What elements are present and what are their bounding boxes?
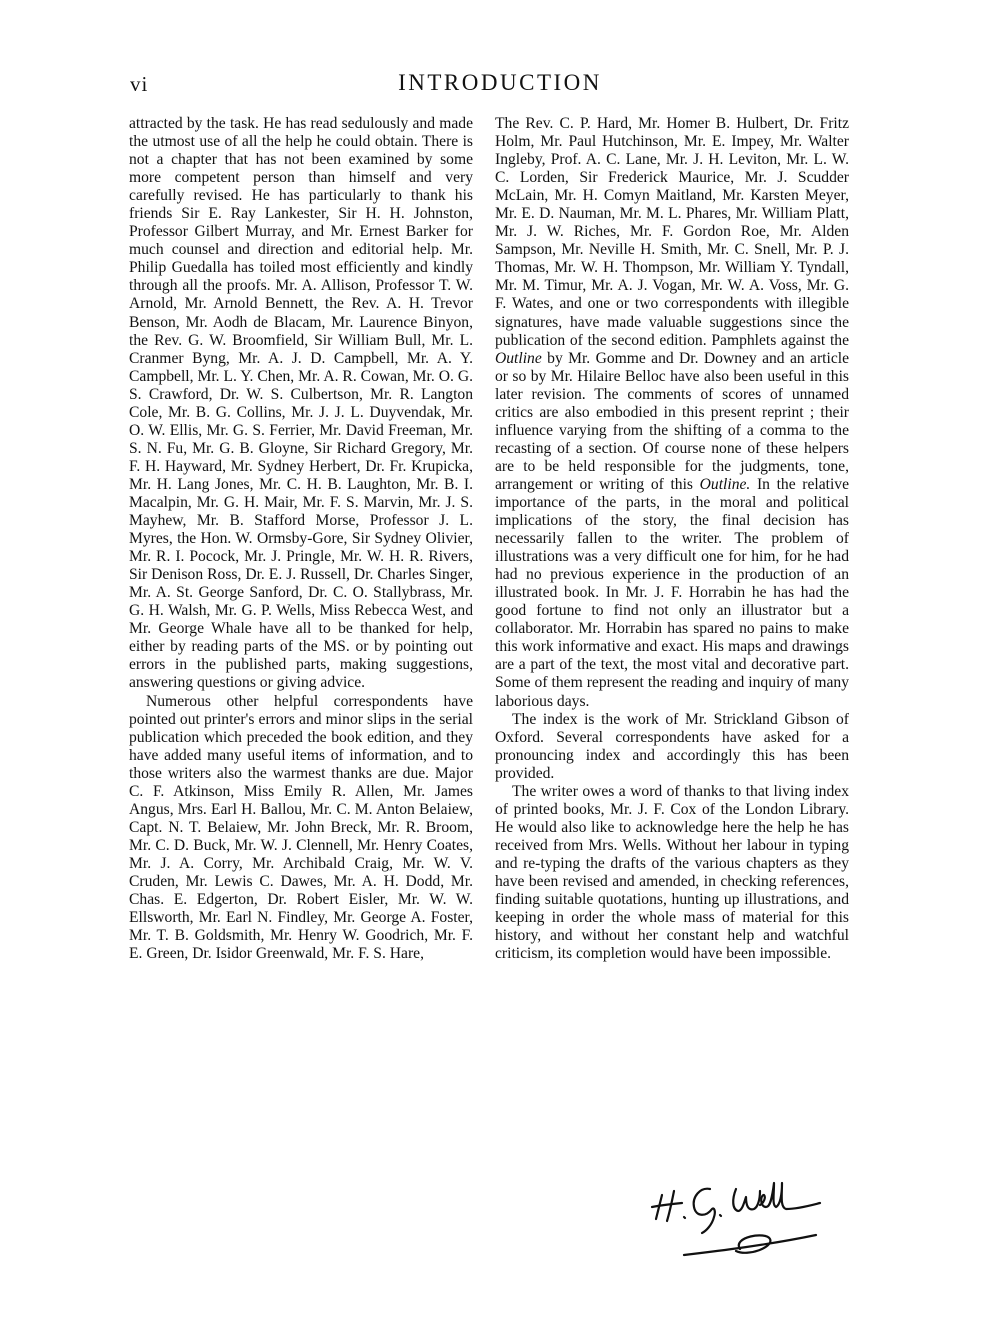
left-paragraph-1: attracted by the task. He has read sedulously and made the utmost use of all the help he could obtain. There is not a chapter that has not been examined by some more competent person than himself and very carefully revised. He has particularly to thank his friends Sir E. Ray Lankester, Sir H. H. Johnston, Professor Gilbert Murray, and Mr. Ernest Barker for much counsel and direction and editorial help. Mr. Philip Guedalla has toiled most efficiently and kindly through all the proofs. Mr. A. Allison, Professor T. W. Arnold, Mr. Arnold Bennett, the Rev. A. H. Trevor Benson, Mr. Aodh de Blacam, Mr. Laurence Binyon, the Rev. G. W. Broomfield, Sir William Bull, Mr. L. Cranmer Byng, Mr. A. J. D. Campbell, Mr. A. Y. Campbell, Mr. L. Y. Chen, Mr. A. R. Cowan, Mr. O. G. S. Crawford, Dr. W. S. Culbertson, Mr. R. Langton Cole, Mr. B. G. Collins, Mr. J. J. L. Duyvendak, Mr. O. W. Ellis, Mr. G. S. Ferrier, Mr. David Freeman, Mr. S. N. Fu, Mr. G. B. Gloyne, Sir Richard Gregory, Mr. F. H. Hayward, Mr. Sydney Herbert, Dr. Fr. Krupicka, Mr. H. Lang Jones, Mr. C. H. B. Laughton, Mr. B. I. Macalpin, Mr. G. H. Mair, Mr. F. S. Marvin, Mr. J. S. Mayhew, Mr. B. Stafford Morse, Professor J. L. Myres, the Hon. W. Ormsby-Gore, Sir Sydney Olivier, Mr. R. I. Pocock, Mr. J. Pringle, Mr. W. H. R. Rivers, Sir Denison Ross, Dr. E. J. Russell, Dr. Charles Singer, Mr. A. St. George Sanford, Dr. C. O. Stallybrass, Mr. G. H. Walsh, Mr. G. P. Wells, Miss Rebecca West, and Mr. George Whale have all to be thanked for help, either by reading parts of the MS. or by pointing out errors in the published parts, making suggestions, answering questions or giving advice.: [129, 115, 473, 692]
outline-title-1: Outline: [495, 349, 542, 367]
right-paragraph-2: The index is the work of Mr. Strickland Gibson of Oxford. Several correspondents have asked for a pronouncing index and accordingly this has been provided.: [495, 710, 849, 782]
running-title: INTRODUCTION: [398, 70, 602, 95]
left-column: [129, 115, 473, 963]
right-column: [495, 115, 849, 963]
right-paragraph-3: The writer owes a word of thanks to that living index of printed books, Mr. J. F. Cox of the London Library. He would also like to acknowledge here the help he has received from Mrs. Wells. Without her labour in typing and re-typing the drafts of the various chapters as they have been revised and amended, in checking references, finding suitable quotations, hunting up illustrations, and keeping in order the whole mass of material for this history, and without her constant help and watchful criticism, its completion would have been impossible.: [495, 782, 849, 963]
right-paragraph-1-part-3: In the relative importance of the parts, in the moral and political implications of the story, the final decision has necessarily fallen to the writer. The problem of illustrations was a very difficult one for him, for he had had no previous experience in the production of an illustrated book. In Mr. J. F. Horrabin he has had the good fortune to find not only an illustrator but a collaborator. Mr. Horrabin has spared no pains to make this work informative and exact. His maps and drawings are a part of the text, the most vital and decorative part. Some of them represent the reading and inquiry of many laborious days.: [495, 475, 850, 710]
right-paragraph-1-part-2: by Mr. Gomme and Dr. Downey and an article or so by Mr. Hilaire Belloc have also been useful in this later revision. The comments of scores of unnamed critics are also embodied in this present reprint ; their influence varying from the shifting of a comma to the recasting of a section. Of course none of these helpers are to be held responsible for the judgments, tone, arrangement or writing of this: [495, 349, 849, 493]
outline-title-2: Outline.: [699, 475, 751, 493]
author-signature: [648, 1165, 828, 1265]
page-number: vi: [130, 72, 149, 96]
right-paragraph-1: [495, 115, 849, 711]
left-paragraph-2: Numerous other helpful correspondents have pointed out printer's errors and minor slips in the serial publication which preceded the book edition, and they have added many useful items of information, and to those writers also the warmest thanks are due. Major C. F. Atkinson, Miss Emily R. Allen, Mr. James Angus, Mrs. Earl H. Ballou, Mr. C. M. Anton Belaiew, Capt. N. T. Belaiew, Mr. John Breck, Mr. R. Broom, Mr. C. D. Buck, Mr. W. J. Clennell, Mr. Henry Coates, Mr. J. A. Corry, Mr. Archibald Craig, Mr. W. V. Cruden, Mr. Lewis C. Dawes, Mr. A. H. Dodd, Mr. Chas. E. Edgerton, Dr. Robert Eisler, Mr. W. W. Ellsworth, Mr. Earl N. Findley, Mr. George A. Foster, Mr. T. B. Goldsmith, Mr. Henry W. Goodrich, Mr. F. E. Green, Dr. Isidor Greenwald, Mr. F. S. Hare,: [129, 692, 473, 963]
right-paragraph-1-part-1: The Rev. C. P. Hard, Mr. Homer B. Hulbert, Dr. Fritz Holm, Mr. Paul Hutchinson, Mr. E. Impey, Mr. Walter Ingleby, Prof. A. C. Lane, Mr. J. H. Leviton, Mr. L. W. C. Lorden, Sir Frederick Maurice, Mr. J. Scudder McLain, Mr. H. Comyn Maitland, Mr. Karsten Meyer, Mr. E. D. Nauman, Mr. M. L. Phares, Mr. William Platt, Mr. J. W. Riches, Mr. F. Gordon Roe, Mr. Alden Sampson, Mr. Neville H. Smith, Mr. C. Snell, Mr. P. J. Thomas, Mr. W. H. Thompson, Mr. William Y. Tyndall, Mr. M. Timur, Mr. A. J. Vogan, Mr. W. A. Voss, Mr. G. F. Wates, and one or two correspondents with illegible signatures, have made valuable suggestions since the publication of the second edition. Pamphlets against the: [495, 115, 849, 349]
